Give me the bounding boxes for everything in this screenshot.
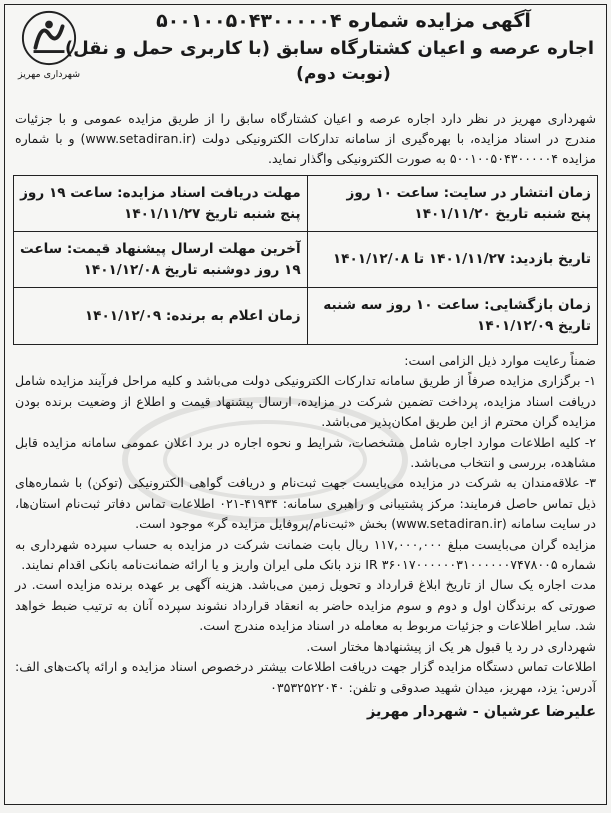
docs-deadline-line1: مهلت دریافت اسناد مزایده: ساعت ۱۹ روز bbox=[20, 184, 301, 201]
condition-item-1: ۱- برگزاری مزایده صرفاً از طریق سامانه تدارکات الکترونیکی دولت می‌باشد و کلیه مراحل فرآیند مزایده شامل دریافت اسناد مزایده، پرداخت تضمین شرکت در مزایده، ارسال پیشنهاد قیمت و اطلاع از وضعیت برنده بودن مزایده گران محترم از این طریق امکان‌پذیر می‌باشد. bbox=[15, 373, 596, 430]
lease-term-paragraph: مدت اجاره یک سال از تاریخ ابلاغ قرارداد و تحویل زمین می‌باشد. هزینه آگهی بر عهده برنده مزایده است. در صورتی که برندگان اول و دوم و سوم مزایده حاضر به انعقاد قرارداد نشوند سپرده آنان به ترتیب ضبط خواهد شد. سایر اطلاعات و جزئیات مربوط به معامله در اسناد مزایده مندرج است. bbox=[15, 577, 596, 634]
intro-paragraph: شهرداری مهریز در نظر دارد اجاره عرصه و اعیان کشتارگاه سابق را از طریق مزایده عمومی و با جزئیات مندرج در اسناد مزایده، با بهره‌گیری از سامانه تدارکات الکترونیکی دولت (www.setadiran.ir) و با شماره مزایده ۵۰۰۱۰۰۵۰۴۳۰۰۰۰۰۴ به صورت الکترونیکی واگذار نماید. bbox=[15, 111, 596, 166]
bid-deadline-cell bbox=[14, 232, 307, 288]
contact-paragraph: اطلاعات تماس دستگاه مزایده گزار جهت دریافت اطلاعات بیشتر درخصوص اسناد مزایده و ارائه پاکت‌های الف: آدرس: یزد، مهریز، میدان شهید صدوقی و تلفن: ۰۳۵۳۲۵۲۲۰۴۰ bbox=[15, 659, 596, 695]
opening-time-line2: تاریخ ۱۴۰۱/۱۲/۰۹ bbox=[477, 318, 591, 334]
docs-deadline-cell bbox=[14, 176, 307, 232]
signature: علیرضا عرشیان - شهردار مهریز bbox=[367, 703, 596, 720]
publish-time-cell bbox=[307, 176, 597, 232]
notice-title: آگهی مزایده شماره ۵۰۰۱۰۰۵۰۴۳۰۰۰۰۰۴ bbox=[156, 10, 531, 32]
condition-item-2: ۲- کلیه اطلاعات موارد اجاره شامل مشخصات، شرایط و نحوه اجاره در برد اعلان عمومی سامانه مزایده قابل مشاهده، بررسی و انتخاب می‌باشد. bbox=[15, 434, 596, 471]
condition-item-3: ۳- علاقه‌مندان به شرکت در مزایده می‌بایست جهت ثبت‌نام و دریافت گواهی الکترونیکی (توکن) با شماره‌های ذیل تماس حاصل فرمایند: مرکز پشتیبانی و راهبری سامانه: ۴۱۹۳۴-۰۲۱ اطلاعات تماس دفاتر ثبت‌نام استان‌ها، در سایت سامانه (www.setadiran.ir) بخش «ثبت‌نام/پروفایل مزایده گر» موجود است. bbox=[15, 475, 596, 532]
notice-header bbox=[5, 5, 606, 105]
docs-deadline-line2: پنج شنبه تاریخ ۱۴۰۱/۱۱/۲۷ bbox=[124, 205, 301, 222]
winner-announce-cell bbox=[14, 288, 307, 344]
notice-subject: اجاره عرصه و اعیان کشتارگاه سابق (با کاربری حمل و نقل) bbox=[64, 38, 594, 59]
notice-round: (نوبت دوم) bbox=[296, 64, 391, 84]
visit-date-cell bbox=[307, 232, 597, 288]
auction-notice bbox=[4, 4, 607, 805]
publish-time-line1: زمان انتشار در سایت: ساعت ۱۰ روز bbox=[346, 184, 591, 201]
title-block bbox=[64, 7, 594, 87]
bid-deadline-line1: آخرین مهلت ارسال پیشنهاد قیمت: ساعت bbox=[20, 240, 301, 257]
deposit-paragraph: مزایده گران می‌بایست مبلغ ۱۱۷,۰۰۰,۰۰۰ ریال بابت ضمانت شرکت در مزایده به حساب سپرده شهرداری به شماره IR ۳۶۰۱۷۰۰۰۰۰۰۳۱۰۰۰۰۰۰۷۴۷۸۰۰۵ نزد بانک ملی ایران واریز و یا ارائه ضمانت‌نامه بانکی اقدام نمایند. bbox=[15, 536, 596, 573]
opening-time-line1: زمان بازگشایی: ساعت ۱۰ روز سه شنبه bbox=[323, 297, 591, 313]
opening-time-cell bbox=[307, 288, 597, 344]
publish-time-line2: پنج شنبه تاریخ ۱۴۰۱/۱۱/۲۰ bbox=[414, 205, 591, 222]
visit-date-text: تاریخ بازدید: ۱۴۰۱/۱۱/۲۷ تا ۱۴۰۱/۱۲/۰۸ bbox=[332, 251, 591, 267]
conditions-heading: ضمناً رعایت موارد ذیل الزامی است: bbox=[404, 353, 596, 368]
logo-caption: شهرداری مهریز bbox=[17, 69, 81, 80]
bid-deadline-line2: ۱۹ روز دوشنبه تاریخ ۱۴۰۱/۱۲/۰۸ bbox=[83, 261, 301, 278]
conditions-section bbox=[5, 345, 606, 722]
rights-paragraph: شهرداری در رد یا قبول هر یک از پیشنهادها مختار است. bbox=[306, 638, 596, 654]
schedule-table bbox=[13, 175, 598, 345]
winner-announce-text: زمان اعلام به برنده: ۱۴۰۱/۱۲/۰۹ bbox=[84, 307, 301, 324]
